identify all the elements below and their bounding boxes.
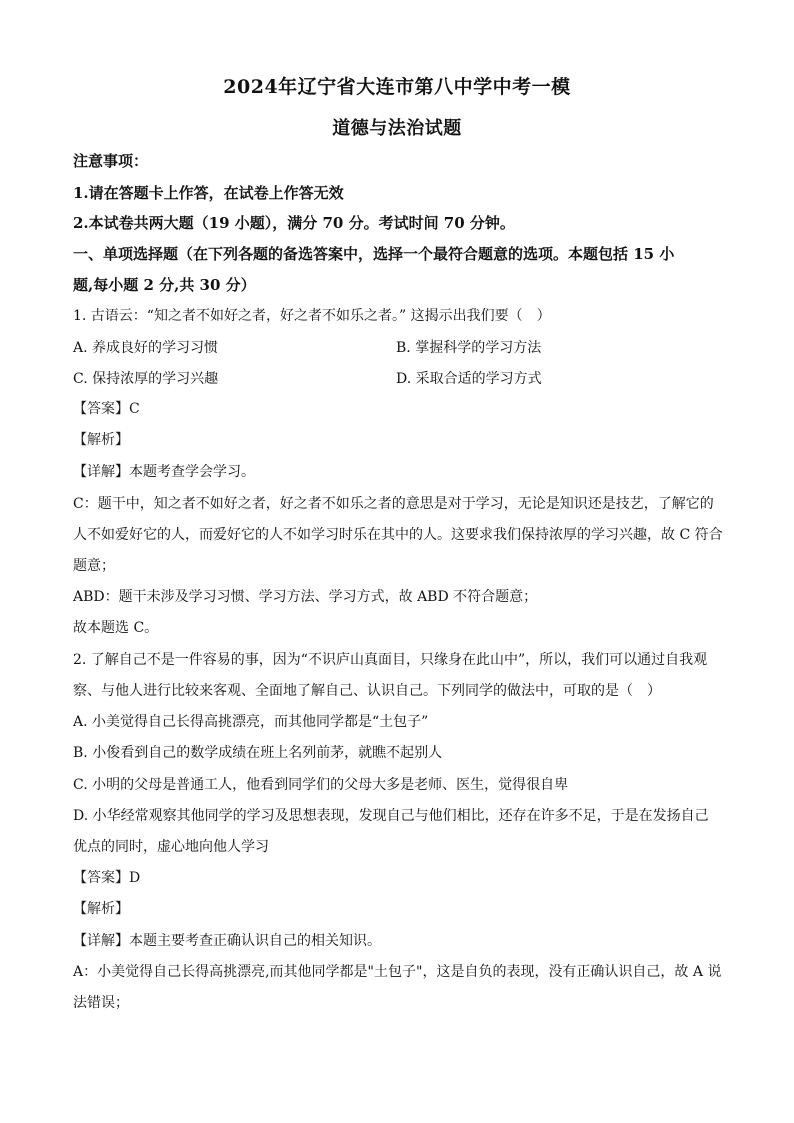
q1-explanation-4: ABD：题干未涉及学习习惯、学习方法、学习方式，故 ABD 不符合题意； <box>73 589 538 605</box>
q2-explanation-1: A：小美觉得自己长得高挑漂亮,而其他同学都是"土包子"，这是自负的表现，没有正确认识自己，故 A 说 <box>73 964 722 980</box>
q1-explanation-3: 题意； <box>73 558 115 574</box>
q1-detail: 【详解】本题考查学会学习。 <box>73 464 255 480</box>
exam-title: 2024年辽宁省大连市第八中学中考一模 <box>223 76 571 98</box>
q2-stem-1: 2. 了解自己不是一件容易的事，因为“不识庐山真面目，只缘身在此山中”，所以，我们可以通过自我观 <box>73 652 708 668</box>
q1-option-d: D. 采取合适的学习方式 <box>396 371 542 387</box>
section-heading-line-2: 题,每小题 2 分,共 30 分） <box>73 276 256 294</box>
q2-explanation-2: 法错误； <box>73 995 129 1011</box>
q2-option-d-line-2: 优点的同时，虚心地向他人学习 <box>73 839 269 855</box>
notes-item-1: 1.请在答题卡上作答，在试卷上作答无效 <box>73 184 344 202</box>
q2-stem-2: 察、与他人进行比较来客观、全面地了解自己、认识自己。下列同学的做法中，可取的是（ ） <box>73 683 661 699</box>
q2-option-a: A. 小美觉得自己长得高挑漂亮，而其他同学都是“土包子” <box>73 714 429 730</box>
q2-option-b: B. 小俊看到自己的数学成绩在班上名列前茅，就瞧不起别人 <box>73 745 443 761</box>
notes-item-2: 2.本试卷共两大题（19 小题），满分 70 分。考试时间 70 分钟。 <box>73 214 515 232</box>
q1-option-c: C. 保持浓厚的学习兴趣 <box>73 371 219 387</box>
q1-option-a: A. 养成良好的学习习惯 <box>73 340 219 356</box>
section-heading-line-1: 一、单项选择题（在下列各题的备选答案中，选择一个最符合题意的选项。本题包括 15 小 <box>73 245 675 263</box>
q2-answer: 【答案】D <box>73 870 141 886</box>
q2-analysis-label: 【解析】 <box>73 901 129 917</box>
q1-analysis-label: 【解析】 <box>73 432 129 448</box>
q2-option-c: C. 小明的父母是普通工人，他看到同学们的父母大多是老师、医生，觉得很自卑 <box>73 777 569 793</box>
q1-option-b: B. 掌握科学的学习方法 <box>396 340 542 356</box>
notes-heading: 注意事项： <box>73 152 149 170</box>
q1-explanation-1: C：题干中，知之者不如好之者，好之者不如乐之者的意思是对于学习，无论是知识还是技艺，了解它的 <box>73 496 714 512</box>
q1-answer: 【答案】C <box>73 401 140 417</box>
exam-subtitle: 道德与法治试题 <box>332 118 462 139</box>
q1-explanation-2: 人不如爱好它的人，而爱好它的人不如学习时乐在其中的人。这要求我们保持浓厚的学习兴趣，故 C 符合 <box>73 527 723 543</box>
q1-stem: 1. 古语云：“知之者不如好之者，好之者不如乐之者。” 这揭示出我们要（ ） <box>73 308 551 324</box>
q1-explanation-5: 故本题选 C。 <box>73 620 159 636</box>
q2-detail: 【详解】本题主要考查正确认识自己的相关知识。 <box>73 933 381 949</box>
q2-option-d-line-1: D. 小华经常观察其他同学的学习及思想表现，发现自己与他们相比，还存在许多不足，于是在发扬自己 <box>73 808 709 824</box>
